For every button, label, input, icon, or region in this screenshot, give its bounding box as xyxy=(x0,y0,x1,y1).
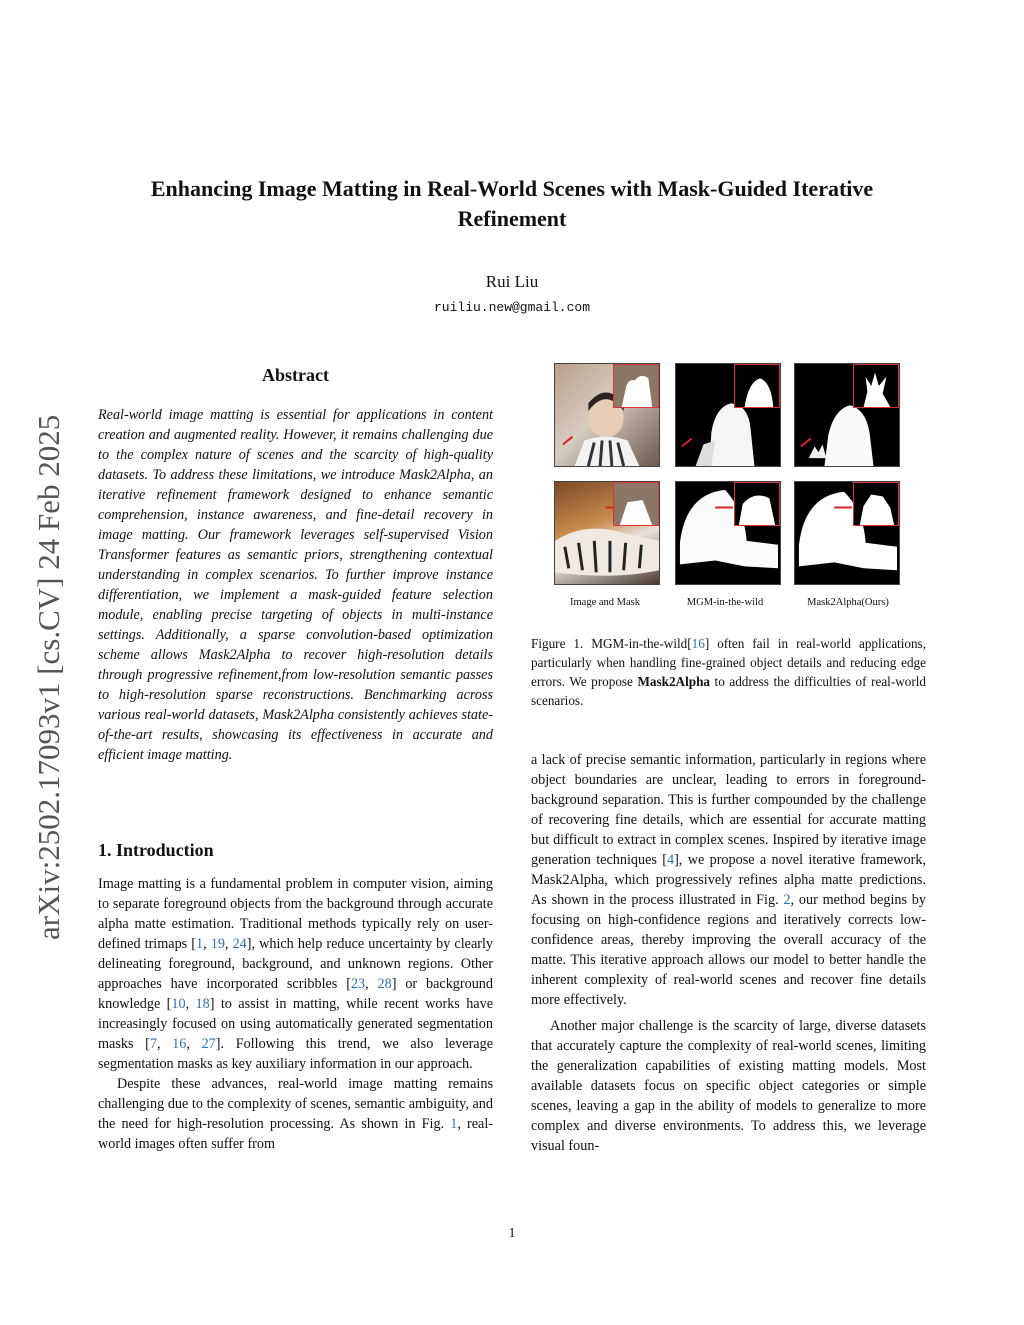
mask2alpha-result-person xyxy=(794,363,900,467)
method-name: Mask2Alpha xyxy=(637,674,711,689)
citation-link[interactable]: 27 xyxy=(201,1036,216,1052)
mask2alpha-inset xyxy=(853,482,899,526)
mask2alpha-result-tiger xyxy=(794,481,900,585)
citation-link[interactable]: 24 xyxy=(232,936,247,952)
citation-link[interactable]: 23 xyxy=(350,976,366,992)
mask-inset xyxy=(613,364,659,408)
right-column-body xyxy=(531,750,926,1156)
arxiv-identifier: arXiv:2502.17093v1 [cs.CV] 24 Feb 2025 xyxy=(31,414,66,940)
citation-link[interactable]: 4 xyxy=(666,852,675,868)
citation-link[interactable]: 28 xyxy=(377,976,392,992)
figure-link[interactable]: 2 xyxy=(783,892,791,908)
figure-1-grid xyxy=(554,363,902,585)
citation-link[interactable]: 1 xyxy=(196,936,204,952)
figure-label-input: Image and Mask xyxy=(570,597,640,608)
author-name: Rui Liu xyxy=(485,272,539,291)
citation-link[interactable]: 10 xyxy=(171,996,186,1012)
citation-link[interactable]: 16 xyxy=(172,1036,187,1052)
introduction-body xyxy=(98,874,493,1154)
mask-inset xyxy=(613,482,659,526)
page-number: 1 xyxy=(508,1226,516,1241)
right-paragraph-1: a lack of precise semantic information, particularly in regions where object boundaries are unclear, leading to errors in foreground-background separation. This is further compounded by the challenge of recovering fine details, which are essential for accurate matting but difficult to extract in complex scenes. Inspired by iterative image generation techniques [4], we propose a novel iterative framework, Mask2Alpha, which progressively refines alpha matte predictions. As shown in the process illustrated in Fig. 2, our method begins by focusing on high-confidence regions and iteratively corrects low-confidence areas, thereby improving the overall accuracy of the matte. This iterative approach allows our model to better handle the inherent complexity of real-world scenes and recover fine details more effectively. xyxy=(531,752,926,1008)
figure-label-ours: Mask2Alpha(Ours) xyxy=(807,597,889,608)
citation-link[interactable]: 7 xyxy=(149,1036,157,1052)
abstract-text: Real-world image matting is essential for applications in content creation and augmented reality. However, it remains challenging due to the complex nature of scenes and the scarcity of high-quality datasets. To address these limitations, we introduce Mask2Alpha, an iterative refinement framework designed to enhance semantic comprehension, instance awareness, and fine-detail recovery in image matting. Our framework leverages self-supervised Vision Transformer features as semantic priors, strengthening contextual understanding in complex scenarios. To further improve instance differentiation, we implement a mask-guided feature selection module, enabling precise targeting of objects in multi-instance settings. Additionally, a sparse convolution-based optimization scheme allows Mask2Alpha to recover high-resolution details through progressive refinement,from low-resolution semantic passes to high-resolution sparse reconstructions. Benchmarking across various real-world datasets, Mask2Alpha consistently achieves state-of-the-art results, showcasing its effectiveness in accurate and efficient image matting. xyxy=(98,407,493,763)
figure-link[interactable]: 1 xyxy=(450,1116,458,1132)
input-image-tiger xyxy=(554,481,660,585)
mgm-result-tiger xyxy=(675,481,781,585)
citation-link[interactable]: 19 xyxy=(210,936,225,952)
figure-1-caption: Figure 1. MGM-in-the-wild[16] often fail in real-world applications, particularly when handling fine-grained object details and reducing edge errors. We propose Mask2Alpha to address the difficulties of real-world scenarios. xyxy=(531,636,927,708)
introduction-heading: 1. Introduction xyxy=(98,840,214,860)
citation-link[interactable]: 16 xyxy=(691,636,705,651)
intro-paragraph-1: Image matting is a fundamental problem in computer vision, aiming to separate foreground objects from the background through accurate alpha matte estimation. Traditional methods typically rely on user-defined trimaps [1, 19, 24], which help reduce uncertainty by clearly delineating foreground, background, and unknown regions. Other approaches have incorporated scribbles [23, 28] or background knowledge [10, 18] to assist in matting, while recent works have increasingly focused on using automatically generated segmentation masks [7, 16, 27]. Following this trend, we also leverage segmentation masks as key auxiliary information in our approach. xyxy=(98,876,494,1072)
right-paragraph-2: Another major challenge is the scarcity of large, diverse datasets that accurately capture the complexity of real-world scenes, limiting the generalization capabilities of existing matting models. Most available datasets focus on specific object categories or simple scenes, leaving a gap in the ability of models to generalize to more complex and diverse environments. To address this, we leverage visual foun- xyxy=(531,1018,926,1154)
mgm-inset xyxy=(734,482,780,526)
input-image-person xyxy=(554,363,660,467)
paper-title: Enhancing Image Matting in Real-World Scenes with Mask-Guided Iterative Refinement xyxy=(150,176,874,231)
author-email: ruiliu.new@gmail.com xyxy=(433,300,591,315)
abstract-heading: Abstract xyxy=(262,365,329,385)
figure-label-mgm: MGM-in-the-wild xyxy=(686,597,764,608)
intro-paragraph-2: Despite these advances, real-world image matting remains challenging due to the complexity of scenes, semantic ambiguity, and the need for high-resolution processing. As shown in Fig. 1, real-world images often suffer from xyxy=(98,1076,493,1152)
mgm-inset xyxy=(734,364,780,408)
mgm-result-person xyxy=(675,363,781,467)
citation-link[interactable]: 18 xyxy=(195,996,210,1012)
mask2alpha-inset xyxy=(853,364,899,408)
